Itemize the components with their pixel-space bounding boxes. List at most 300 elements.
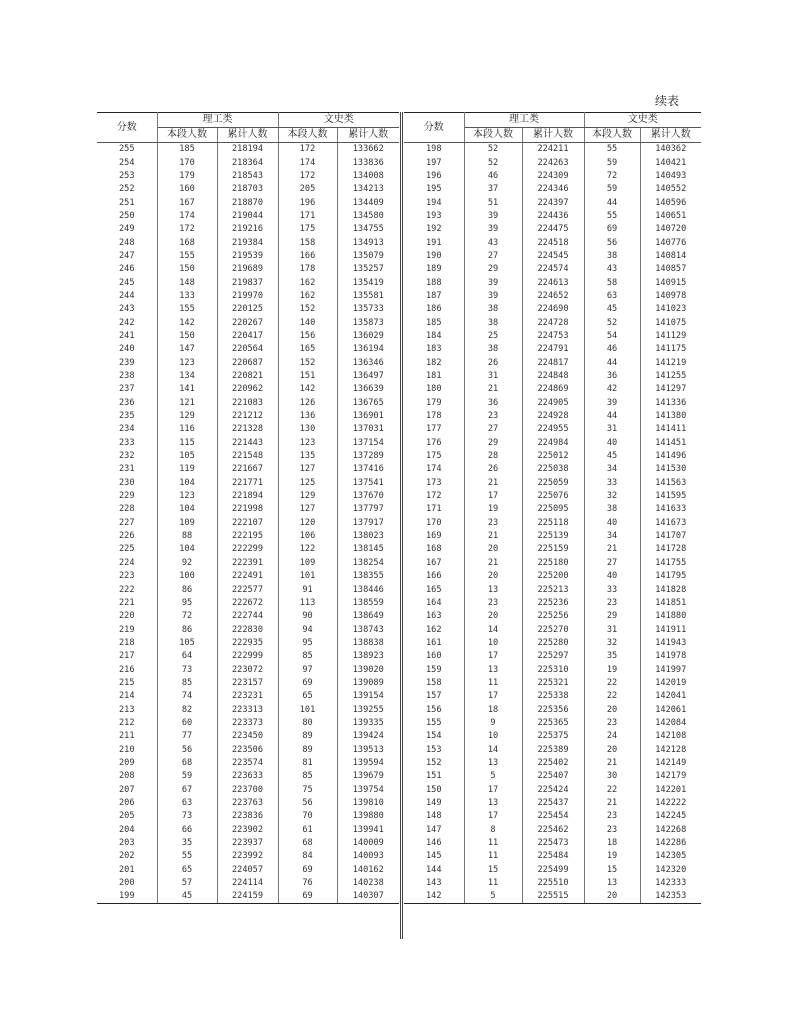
science-segment-cell: 104 — [157, 543, 217, 556]
score-cell: 192 — [404, 223, 464, 236]
science-segment-cell: 29 — [464, 436, 522, 449]
science-segment-cell: 9 — [464, 716, 522, 729]
arts-segment-cell: 31 — [584, 423, 640, 436]
arts-cumulative-cell: 138355 — [337, 570, 399, 583]
science-cumulative-cell: 218543 — [217, 169, 278, 182]
score-cell: 247 — [97, 249, 157, 262]
science-segment-cell: 100 — [157, 570, 217, 583]
arts-cumulative-cell: 141851 — [640, 596, 701, 609]
arts-segment-cell: 127 — [278, 503, 337, 516]
score-cell: 212 — [97, 716, 157, 729]
science-segment-header: 本段人数 — [464, 128, 522, 143]
science-segment-cell: 21 — [464, 529, 522, 542]
arts-cumulative-cell: 137031 — [337, 423, 399, 436]
table-body-left — [97, 143, 399, 904]
table-row — [97, 770, 399, 783]
arts-cumulative-cell: 141673 — [640, 516, 701, 529]
table-row — [97, 489, 399, 502]
arts-segment-cell: 136 — [278, 409, 337, 422]
score-cell: 148 — [404, 810, 464, 823]
score-cell: 177 — [404, 423, 464, 436]
science-cumulative-cell: 220687 — [217, 356, 278, 369]
science-cumulative-cell: 225356 — [522, 703, 584, 716]
score-cell: 172 — [404, 489, 464, 502]
score-cell: 143 — [404, 876, 464, 889]
arts-segment-cell: 76 — [278, 876, 337, 889]
score-cell: 224 — [97, 556, 157, 569]
table-row — [97, 876, 399, 889]
science-segment-cell: 45 — [157, 890, 217, 903]
arts-cumulative-cell: 141411 — [640, 423, 701, 436]
score-cell: 240 — [97, 343, 157, 356]
score-cell: 235 — [97, 409, 157, 422]
science-segment-cell: 172 — [157, 223, 217, 236]
score-cell: 236 — [97, 396, 157, 409]
arts-cumulative-cell: 140162 — [337, 863, 399, 876]
table-row — [97, 316, 399, 329]
arts-segment-cell: 22 — [584, 783, 640, 796]
science-segment-cell: 20 — [464, 570, 522, 583]
science-cumulative-cell: 222299 — [217, 543, 278, 556]
score-cell: 215 — [97, 676, 157, 689]
arts-cumulative-cell: 140776 — [640, 236, 701, 249]
score-cell: 221 — [97, 596, 157, 609]
science-segment-cell: 13 — [464, 583, 522, 596]
science-segment-cell: 168 — [157, 236, 217, 249]
score-cell: 220 — [97, 610, 157, 623]
arts-cumulative-cell: 134580 — [337, 209, 399, 222]
arts-cumulative-cell: 138838 — [337, 636, 399, 649]
arts-cumulative-cell: 142222 — [640, 796, 701, 809]
arts-segment-cell: 55 — [584, 209, 640, 222]
table-row — [97, 610, 399, 623]
arts-segment-cell: 40 — [584, 516, 640, 529]
table-row — [97, 543, 399, 556]
arts-segment-cell: 178 — [278, 263, 337, 276]
science-segment-cell: 13 — [464, 796, 522, 809]
score-cell: 233 — [97, 436, 157, 449]
arts-segment-cell: 122 — [278, 543, 337, 556]
score-cell: 175 — [404, 449, 464, 462]
arts-segment-cell: 35 — [584, 650, 640, 663]
table-row — [404, 423, 701, 436]
science-cumulative-cell: 219539 — [217, 249, 278, 262]
science-segment-cell: 123 — [157, 356, 217, 369]
arts-cumulative-cell: 142019 — [640, 676, 701, 689]
arts-segment-cell: 44 — [584, 196, 640, 209]
arts-segment-cell: 95 — [278, 636, 337, 649]
arts-cumulative-cell: 141755 — [640, 556, 701, 569]
score-cell: 161 — [404, 636, 464, 649]
science-cumulative-cell: 224984 — [522, 436, 584, 449]
arts-cumulative-cell: 141336 — [640, 396, 701, 409]
arts-segment-cell: 165 — [278, 343, 337, 356]
science-segment-cell: 105 — [157, 449, 217, 462]
science-cumulative-cell: 221998 — [217, 503, 278, 516]
score-cell: 163 — [404, 610, 464, 623]
arts-cumulative-cell: 139020 — [337, 663, 399, 676]
score-cell: 164 — [404, 596, 464, 609]
arts-segment-cell: 162 — [278, 289, 337, 302]
science-segment-cell: 26 — [464, 356, 522, 369]
science-cumulative-cell: 224574 — [522, 263, 584, 276]
science-cumulative-cell: 222107 — [217, 516, 278, 529]
table-row — [97, 690, 399, 703]
science-segment-cell: 46 — [464, 169, 522, 182]
arts-segment-cell: 61 — [278, 823, 337, 836]
arts-cumulative-cell: 134213 — [337, 183, 399, 196]
arts-cumulative-cell: 136901 — [337, 409, 399, 422]
score-cell: 243 — [97, 303, 157, 316]
score-cell: 169 — [404, 529, 464, 542]
science-segment-cell: 20 — [464, 543, 522, 556]
score-cell: 158 — [404, 676, 464, 689]
table-row — [404, 463, 701, 476]
arts-cumulative-cell: 136497 — [337, 369, 399, 382]
table-row — [404, 476, 701, 489]
table-row — [404, 743, 701, 756]
arts-cumulative-cell: 142286 — [640, 836, 701, 849]
score-cell: 249 — [97, 223, 157, 236]
science-segment-cell: 17 — [464, 650, 522, 663]
arts-segment-cell: 172 — [278, 169, 337, 182]
science-segment-cell: 82 — [157, 703, 217, 716]
score-cell: 234 — [97, 423, 157, 436]
science-cumulative-cell: 224955 — [522, 423, 584, 436]
arts-cumulative-cell: 141563 — [640, 476, 701, 489]
arts-cumulative-cell: 141219 — [640, 356, 701, 369]
score-cell: 246 — [97, 263, 157, 276]
science-segment-cell: 155 — [157, 249, 217, 262]
science-cumulative-cell: 225437 — [522, 796, 584, 809]
score-cell: 206 — [97, 796, 157, 809]
score-cell: 238 — [97, 369, 157, 382]
science-segment-cell: 134 — [157, 369, 217, 382]
arts-segment-cell: 23 — [584, 716, 640, 729]
table-row — [97, 730, 399, 743]
science-segment-cell: 13 — [464, 756, 522, 769]
arts-segment-header: 本段人数 — [278, 128, 337, 143]
science-cumulative-cell: 225059 — [522, 476, 584, 489]
science-segment-cell: 142 — [157, 316, 217, 329]
arts-segment-cell: 39 — [584, 396, 640, 409]
arts-cumulative-cell: 139335 — [337, 716, 399, 729]
science-segment-cell: 15 — [464, 863, 522, 876]
science-segment-cell: 19 — [464, 503, 522, 516]
arts-cumulative-cell: 141595 — [640, 489, 701, 502]
arts-segment-cell: 152 — [278, 303, 337, 316]
arts-segment-cell: 33 — [584, 476, 640, 489]
table-row — [97, 249, 399, 262]
table-row — [97, 276, 399, 289]
score-cell: 190 — [404, 249, 464, 262]
science-segment-cell: 66 — [157, 823, 217, 836]
score-cell: 178 — [404, 409, 464, 422]
score-cell: 241 — [97, 329, 157, 342]
arts-segment-cell: 151 — [278, 369, 337, 382]
science-segment-cell: 11 — [464, 876, 522, 889]
table-row — [97, 516, 399, 529]
score-cell: 154 — [404, 730, 464, 743]
table-row — [404, 316, 701, 329]
arts-segment-cell: 125 — [278, 476, 337, 489]
science-segment-cell: 95 — [157, 596, 217, 609]
arts-segment-cell: 156 — [278, 329, 337, 342]
science-segment-cell: 123 — [157, 489, 217, 502]
arts-segment-header: 本段人数 — [584, 128, 640, 143]
arts-segment-cell: 27 — [584, 556, 640, 569]
arts-cumulative-cell: 141633 — [640, 503, 701, 516]
arts-cumulative-cell: 137154 — [337, 436, 399, 449]
science-segment-cell: 147 — [157, 343, 217, 356]
science-segment-cell: 63 — [157, 796, 217, 809]
arts-cumulative-cell: 139154 — [337, 690, 399, 703]
science-segment-cell: 167 — [157, 196, 217, 209]
table-row — [404, 209, 701, 222]
table-row — [404, 810, 701, 823]
arts-cumulative-cell: 141129 — [640, 329, 701, 342]
science-cumulative-header: 累计人数 — [522, 128, 584, 143]
score-cell: 196 — [404, 169, 464, 182]
science-segment-cell: 23 — [464, 516, 522, 529]
table-row — [404, 863, 701, 876]
science-segment-cell: 77 — [157, 730, 217, 743]
table-row — [404, 249, 701, 262]
science-cumulative-cell: 225389 — [522, 743, 584, 756]
table-row — [404, 329, 701, 342]
science-segment-cell: 55 — [157, 850, 217, 863]
science-cumulative-cell: 218194 — [217, 143, 278, 156]
arts-segment-cell: 32 — [584, 489, 640, 502]
arts-segment-cell: 69 — [584, 223, 640, 236]
science-cumulative-cell: 225375 — [522, 730, 584, 743]
arts-cumulative-cell: 136765 — [337, 396, 399, 409]
arts-cumulative-cell: 138923 — [337, 650, 399, 663]
arts-segment-cell: 152 — [278, 356, 337, 369]
table-row — [404, 716, 701, 729]
arts-segment-cell: 18 — [584, 836, 640, 849]
arts-segment-cell: 59 — [584, 183, 640, 196]
arts-cumulative-cell: 141997 — [640, 663, 701, 676]
science-segment-cell: 160 — [157, 183, 217, 196]
score-cell: 198 — [404, 143, 464, 156]
arts-segment-cell: 23 — [584, 596, 640, 609]
score-cell: 245 — [97, 276, 157, 289]
score-cell: 254 — [97, 156, 157, 169]
score-cell: 232 — [97, 449, 157, 462]
arts-segment-cell: 44 — [584, 356, 640, 369]
table-row — [97, 383, 399, 396]
arts-segment-cell: 101 — [278, 570, 337, 583]
arts-segment-cell: 40 — [584, 570, 640, 583]
table-row — [404, 663, 701, 676]
science-cumulative-cell: 224848 — [522, 369, 584, 382]
science-cumulative-cell: 225213 — [522, 583, 584, 596]
score-cell: 152 — [404, 756, 464, 769]
arts-segment-cell: 34 — [584, 529, 640, 542]
science-segment-header: 本段人数 — [157, 128, 217, 143]
score-cell: 204 — [97, 823, 157, 836]
table-row — [97, 716, 399, 729]
science-cumulative-cell: 222491 — [217, 570, 278, 583]
science-cumulative-cell: 224545 — [522, 249, 584, 262]
science-header: 理工类 — [464, 113, 584, 128]
science-segment-cell: 65 — [157, 863, 217, 876]
arts-segment-cell: 22 — [584, 676, 640, 689]
arts-segment-cell: 55 — [584, 143, 640, 156]
table-row — [404, 196, 701, 209]
table-row — [404, 556, 701, 569]
table-row — [404, 436, 701, 449]
arts-cumulative-cell: 140493 — [640, 169, 701, 182]
table-row — [97, 263, 399, 276]
table-row — [97, 183, 399, 196]
arts-header: 文史类 — [278, 113, 399, 128]
score-cell: 144 — [404, 863, 464, 876]
score-cell: 252 — [97, 183, 157, 196]
arts-segment-cell: 58 — [584, 276, 640, 289]
score-cell: 216 — [97, 663, 157, 676]
score-cell: 251 — [97, 196, 157, 209]
science-segment-cell: 133 — [157, 289, 217, 302]
arts-segment-cell: 38 — [584, 503, 640, 516]
score-cell: 165 — [404, 583, 464, 596]
arts-segment-cell: 166 — [278, 249, 337, 262]
arts-segment-cell: 19 — [584, 850, 640, 863]
arts-segment-cell: 44 — [584, 409, 640, 422]
table-row — [97, 196, 399, 209]
table-row — [97, 356, 399, 369]
science-cumulative-cell: 225236 — [522, 596, 584, 609]
arts-segment-cell: 21 — [584, 756, 640, 769]
score-cell: 156 — [404, 703, 464, 716]
science-segment-cell: 38 — [464, 303, 522, 316]
arts-segment-cell: 23 — [584, 823, 640, 836]
table-row — [404, 236, 701, 249]
table-row — [97, 676, 399, 689]
science-segment-cell: 141 — [157, 383, 217, 396]
arts-cumulative-cell: 135581 — [337, 289, 399, 302]
table-row — [404, 276, 701, 289]
science-segment-cell: 39 — [464, 289, 522, 302]
arts-segment-cell: 59 — [584, 156, 640, 169]
science-segment-cell: 21 — [464, 556, 522, 569]
arts-cumulative-cell: 133662 — [337, 143, 399, 156]
science-cumulative-cell: 224928 — [522, 409, 584, 422]
arts-segment-cell: 126 — [278, 396, 337, 409]
arts-cumulative-cell: 137670 — [337, 489, 399, 502]
science-cumulative-cell: 225076 — [522, 489, 584, 502]
table-row — [97, 449, 399, 462]
arts-segment-cell: 54 — [584, 329, 640, 342]
science-cumulative-cell: 219384 — [217, 236, 278, 249]
score-cell: 209 — [97, 756, 157, 769]
arts-segment-cell: 40 — [584, 436, 640, 449]
score-cell: 142 — [404, 890, 464, 903]
science-segment-cell: 21 — [464, 476, 522, 489]
score-cell: 168 — [404, 543, 464, 556]
science-cumulative-cell: 223937 — [217, 836, 278, 849]
arts-cumulative-cell: 140009 — [337, 836, 399, 849]
science-segment-cell: 73 — [157, 810, 217, 823]
arts-cumulative-cell: 142268 — [640, 823, 701, 836]
table-row — [97, 890, 399, 903]
arts-segment-cell: 52 — [584, 316, 640, 329]
table-row — [97, 836, 399, 849]
science-cumulative-cell: 224869 — [522, 383, 584, 396]
arts-segment-cell: 127 — [278, 463, 337, 476]
science-segment-cell: 17 — [464, 810, 522, 823]
arts-cumulative-cell: 138559 — [337, 596, 399, 609]
score-cell: 214 — [97, 690, 157, 703]
arts-segment-cell: 15 — [584, 863, 640, 876]
arts-segment-cell: 32 — [584, 636, 640, 649]
table-row — [404, 489, 701, 502]
science-cumulative-cell: 223313 — [217, 703, 278, 716]
arts-segment-cell: 20 — [584, 890, 640, 903]
arts-cumulative-cell: 133836 — [337, 156, 399, 169]
arts-cumulative-cell: 140978 — [640, 289, 701, 302]
table-row — [404, 676, 701, 689]
science-segment-cell: 86 — [157, 583, 217, 596]
table-row — [97, 223, 399, 236]
science-cumulative-cell: 224436 — [522, 209, 584, 222]
arts-segment-cell: 45 — [584, 303, 640, 316]
arts-cumulative-cell: 136639 — [337, 383, 399, 396]
science-cumulative-cell: 223373 — [217, 716, 278, 729]
score-cell: 145 — [404, 850, 464, 863]
score-cell: 185 — [404, 316, 464, 329]
score-cell: 197 — [404, 156, 464, 169]
score-table-right — [404, 112, 701, 904]
table-row — [404, 143, 701, 156]
table-row — [404, 503, 701, 516]
table-row — [404, 570, 701, 583]
table-body-right — [404, 143, 701, 904]
table-row — [97, 156, 399, 169]
arts-segment-cell: 162 — [278, 276, 337, 289]
score-cell: 203 — [97, 836, 157, 849]
science-segment-cell: 115 — [157, 436, 217, 449]
table-row — [404, 636, 701, 649]
arts-segment-cell: 31 — [584, 623, 640, 636]
table-row — [404, 796, 701, 809]
science-cumulative-cell: 224211 — [522, 143, 584, 156]
table-row — [97, 583, 399, 596]
arts-cumulative-cell: 142305 — [640, 850, 701, 863]
science-segment-cell: 38 — [464, 316, 522, 329]
science-cumulative-cell: 222391 — [217, 556, 278, 569]
arts-segment-cell: 142 — [278, 383, 337, 396]
science-segment-cell: 26 — [464, 463, 522, 476]
science-segment-cell: 109 — [157, 516, 217, 529]
arts-cumulative-cell: 139941 — [337, 823, 399, 836]
table-row — [404, 449, 701, 462]
score-cell: 218 — [97, 636, 157, 649]
arts-segment-cell: 81 — [278, 756, 337, 769]
score-cell: 150 — [404, 783, 464, 796]
arts-segment-cell: 38 — [584, 249, 640, 262]
arts-segment-cell: 106 — [278, 529, 337, 542]
table-row — [404, 703, 701, 716]
science-segment-cell: 11 — [464, 836, 522, 849]
science-cumulative-cell: 224753 — [522, 329, 584, 342]
science-segment-cell: 85 — [157, 676, 217, 689]
science-cumulative-cell: 223992 — [217, 850, 278, 863]
science-cumulative-cell: 219216 — [217, 223, 278, 236]
score-cell: 173 — [404, 476, 464, 489]
science-cumulative-cell: 225402 — [522, 756, 584, 769]
